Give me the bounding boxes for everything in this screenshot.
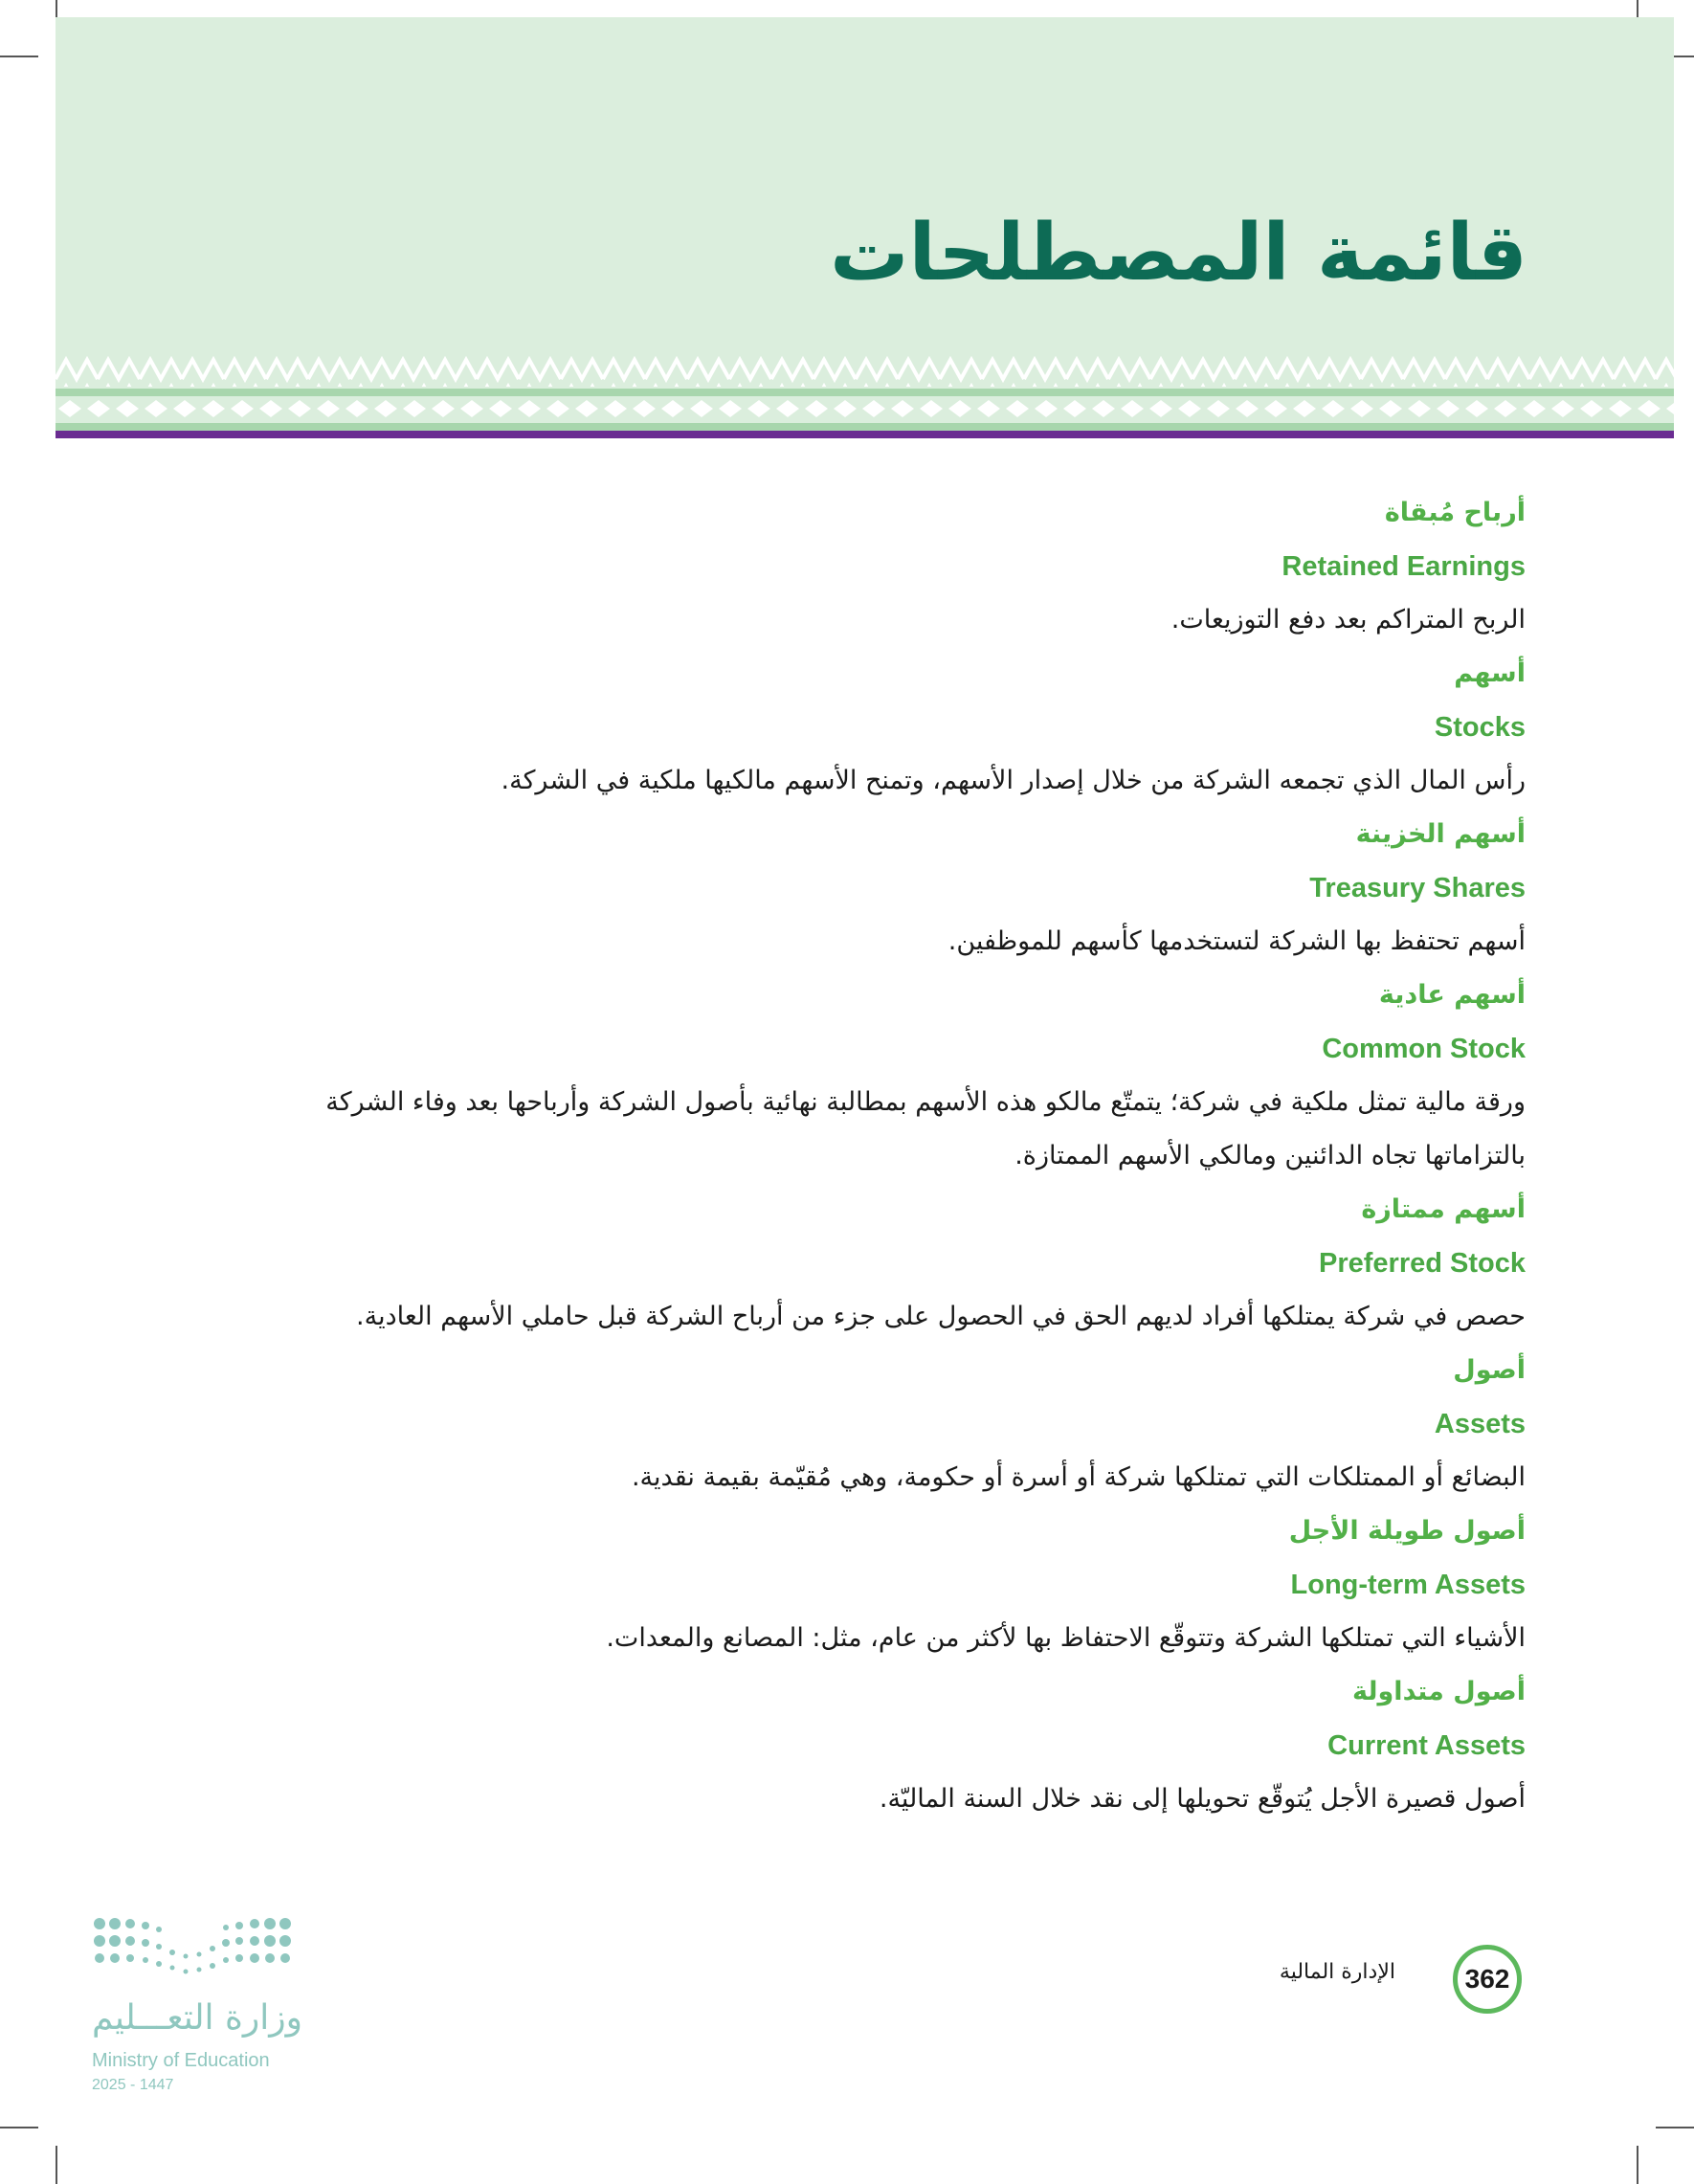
term-english: Treasury Shares — [1309, 873, 1526, 903]
page-number: 362 — [1453, 1945, 1522, 2014]
term-arabic: أسهم عادية — [1378, 980, 1526, 1010]
term-arabic: أصول متداولة — [1352, 1677, 1526, 1706]
glossary-entry-treasury-shares — [157, 808, 1526, 969]
term-english: Common Stock — [1322, 1034, 1526, 1064]
glossary-entry-long-term-assets — [157, 1504, 1526, 1665]
crop-mark — [0, 56, 38, 57]
term-arabic: أصول — [1453, 1355, 1526, 1385]
ministry-name-arabic: وزارة التعـــليم — [91, 1998, 302, 2038]
book-name: الإدارة المالية — [1279, 1960, 1395, 1984]
crop-mark — [1637, 2146, 1638, 2184]
term-definition: الأشياء التي تمتلكها الشركة وتتوقّع الاحتفاظ بها لأكثر من عام، مثل: المصانع والمعدات. — [606, 1623, 1526, 1653]
glossary-list — [157, 486, 1526, 1826]
glossary-entry-preferred-stock — [157, 1183, 1526, 1344]
term-english: Assets — [1434, 1409, 1526, 1439]
term-arabic: أرباح مُبقاة — [1384, 498, 1526, 527]
header-divider — [56, 431, 1674, 438]
term-definition: الربح المتراكم بعد دفع التوزيعات. — [1170, 605, 1526, 635]
header-decorative-pattern — [56, 356, 1674, 433]
glossary-entry-common-stock — [157, 969, 1526, 1183]
term-arabic: أسهم الخزينة — [1355, 819, 1526, 849]
page-title: قائمة المصطلحات — [830, 208, 1527, 299]
glossary-entry-retained-earnings — [157, 486, 1526, 647]
term-english: Retained Earnings — [1282, 551, 1526, 582]
ministry-year: 2025 - 1447 — [92, 2077, 174, 2093]
glossary-entry-current-assets — [157, 1665, 1526, 1826]
ministry-name-english: Ministry of Education — [92, 2050, 270, 2071]
term-definition: أسهم تحتفظ بها الشركة لتستخدمها كأسهم للموظفين. — [947, 926, 1526, 956]
ministry-logo — [92, 1914, 312, 2106]
term-arabic: أسهم — [1454, 658, 1526, 688]
term-definition: أصول قصيرة الأجل يُتوقّع تحويلها إلى نقد خلال السنة الماليّة. — [879, 1784, 1526, 1814]
term-english: Preferred Stock — [1319, 1248, 1526, 1279]
term-arabic: أسهم ممتازة — [1361, 1194, 1526, 1224]
crop-mark — [56, 2146, 57, 2184]
term-definition: رأس المال الذي تجمعه الشركة من خلال إصدار الأسهم، وتمنح الأسهم مالكيها ملكية في الشركة. — [501, 766, 1526, 795]
ministry-logo-dots-icon — [92, 1914, 302, 1991]
term-english: Stocks — [1434, 712, 1526, 743]
term-definition: البضائع أو الممتلكات التي تمتلكها شركة أو أسرة أو حكومة، وهي مُقيّمة بقيمة نقدية. — [631, 1462, 1526, 1492]
term-english: Long-term Assets — [1290, 1570, 1526, 1600]
glossary-entry-assets — [157, 1344, 1526, 1504]
crop-mark — [1656, 2127, 1694, 2128]
glossary-entry-stocks — [157, 647, 1526, 808]
term-definition: حصص في شركة يمتلكها أفراد لديهم الحق في الحصول على جزء من أرباح الشركة قبل حاملي الأسهم العادية. — [356, 1302, 1526, 1331]
crop-mark — [0, 2127, 38, 2128]
term-definition-line-1: ورقة مالية تمثل ملكية في شركة؛ يتمتّع مالكو هذه الأسهم بمطالبة نهائية بأصول الشركة وأرباحها بعد وفاء الشركة — [325, 1087, 1526, 1117]
term-definition-line-2: بالتزاماتها تجاه الدائنين ومالكي الأسهم الممتازة. — [1014, 1141, 1526, 1170]
term-arabic: أصول طويلة الأجل — [1288, 1516, 1526, 1546]
term-english: Current Assets — [1327, 1730, 1526, 1761]
